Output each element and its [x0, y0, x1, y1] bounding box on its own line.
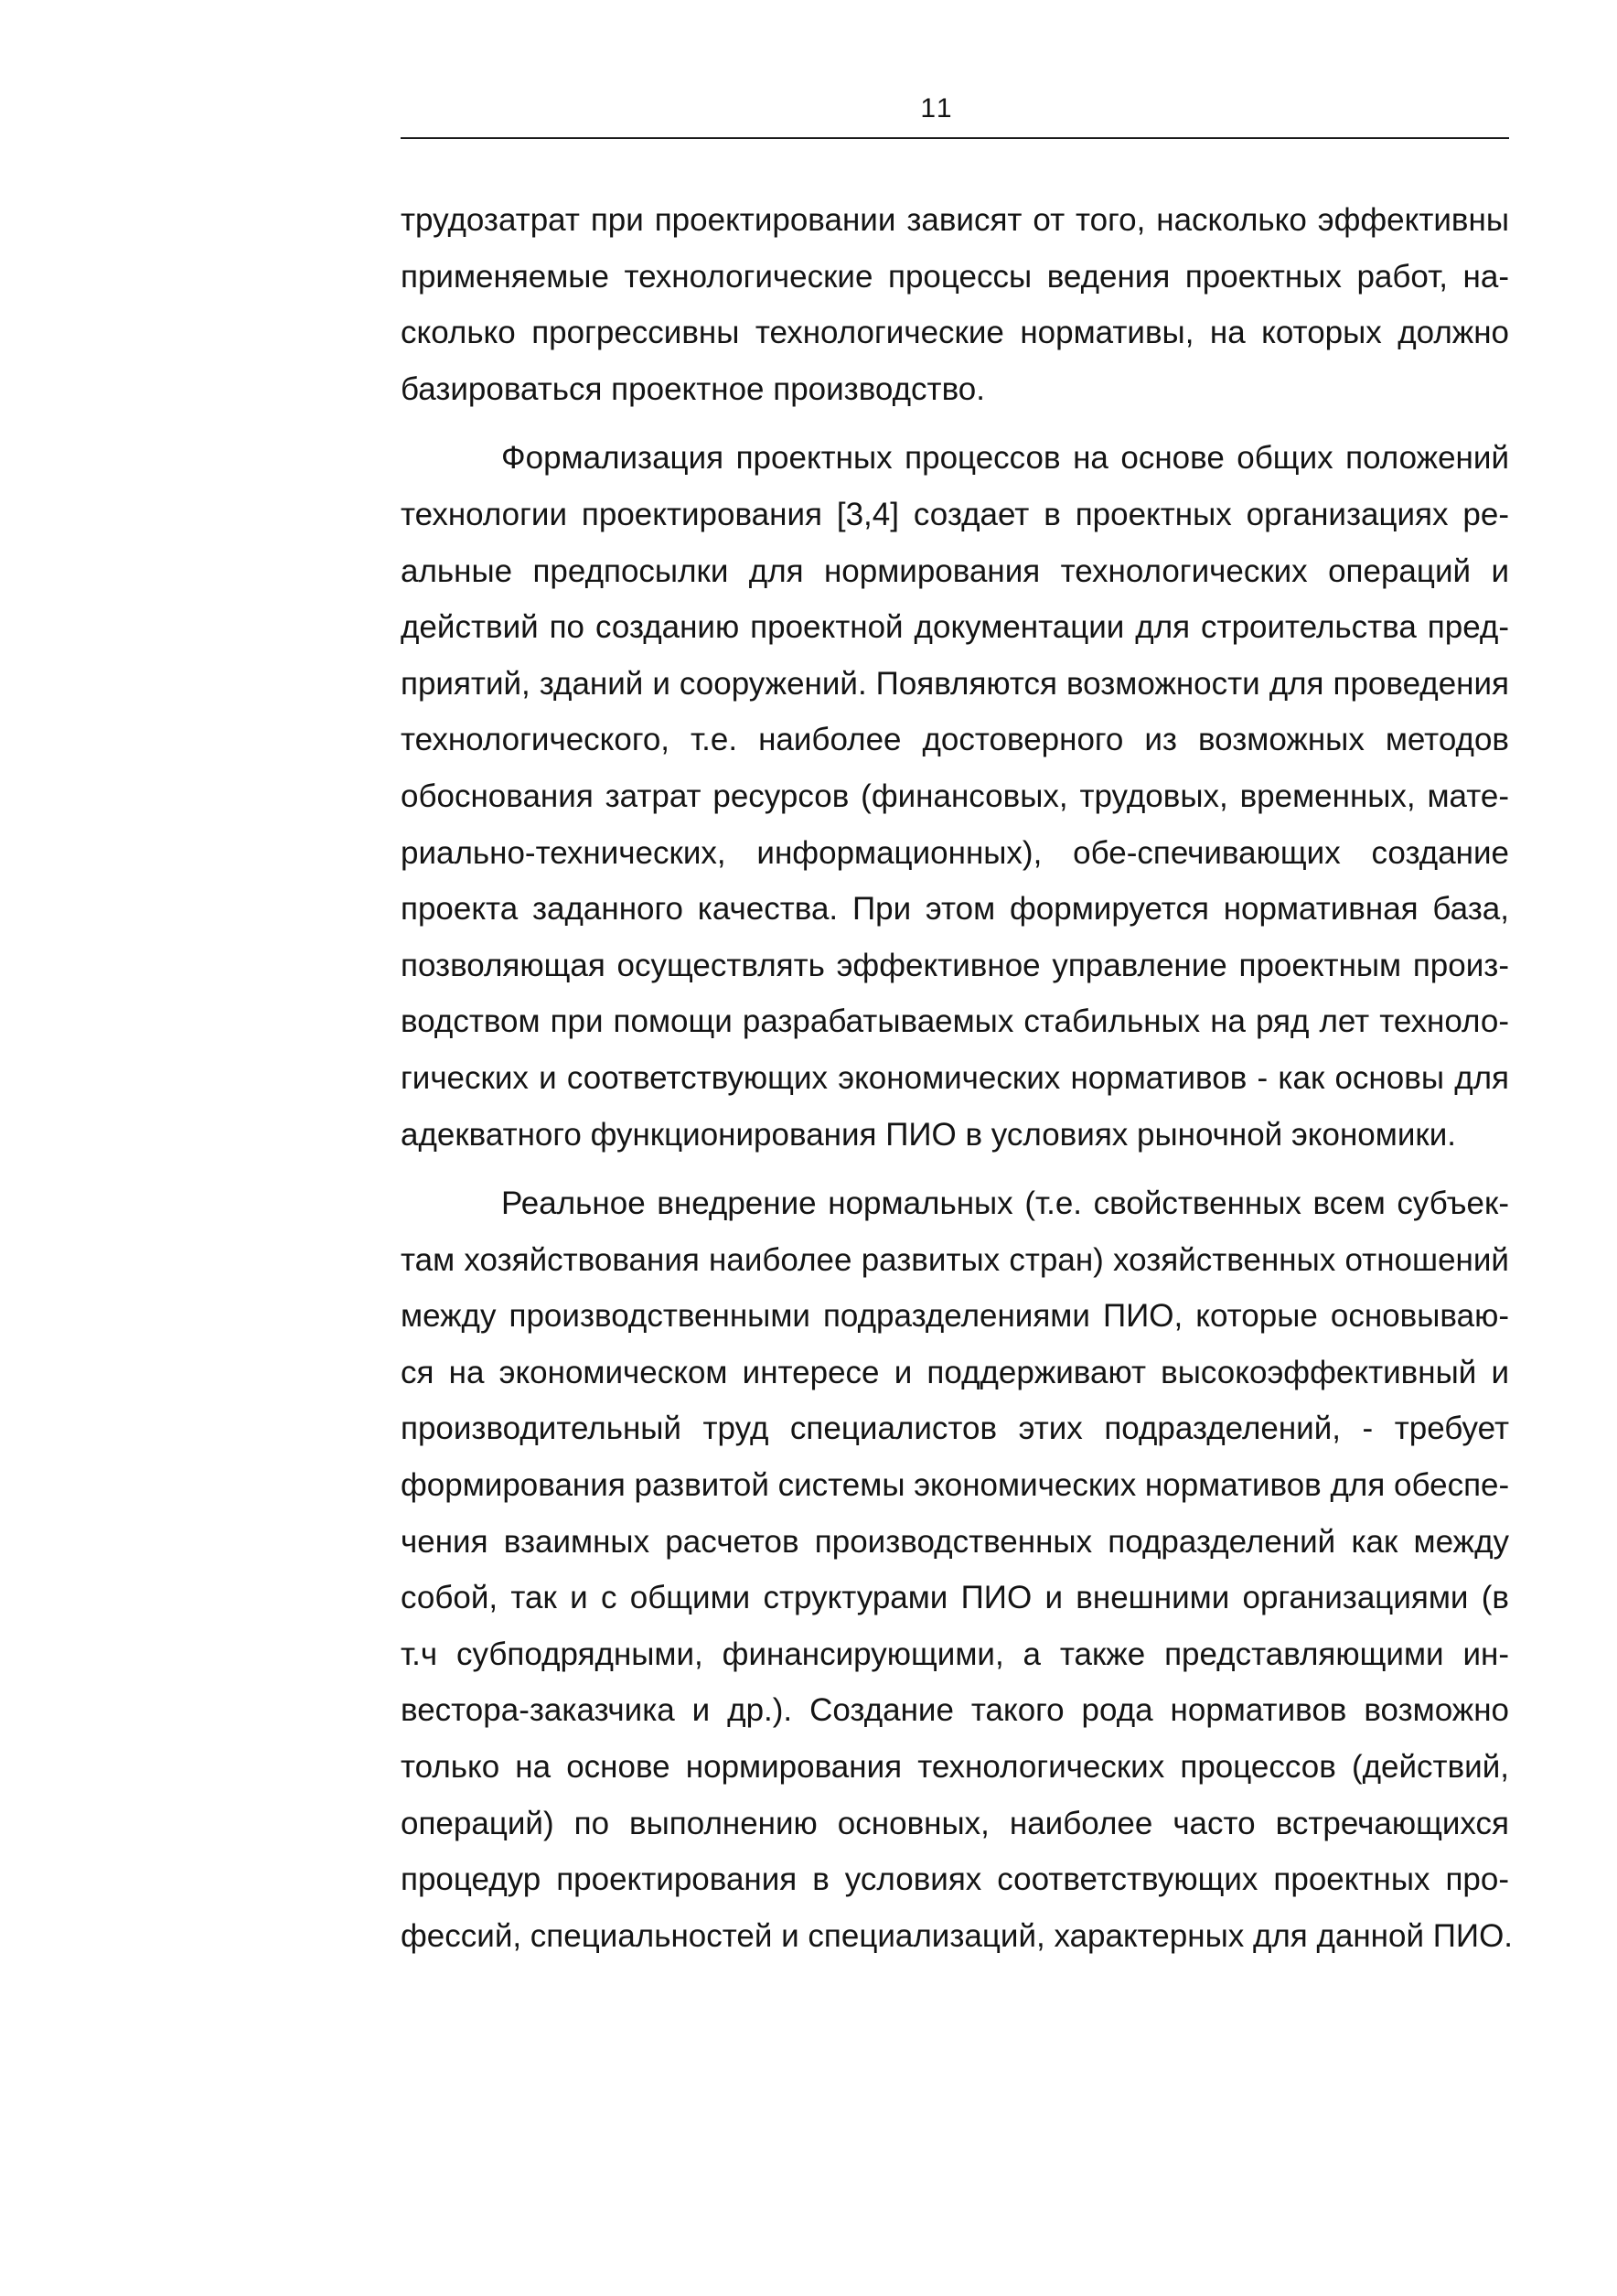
- text-line: гических и соответствующих экономических нормативов - как основы для: [401, 1059, 1509, 1096]
- text-line: процедур проектирования в условиях соответствующих проектных про-: [401, 1861, 1509, 1898]
- text-line: адекватного функционирования ПИО в условиях рыночной экономики.: [401, 1116, 1456, 1153]
- body-text: [401, 192, 1514, 1964]
- text-line: операций) по выполнению основных, наиболее часто встречающихся: [401, 1805, 1509, 1841]
- text-line: технологического, т.е. наиболее достоверного из возможных методов: [401, 722, 1509, 758]
- text-line: действий по созданию проектной документации для строительства пред-: [401, 609, 1509, 646]
- text-line: трудозатрат при проектировании зависят от того, насколько эффективны: [401, 202, 1509, 238]
- text-line: риально-технических, информационных), обе-спечивающих создание: [401, 834, 1509, 871]
- text-line: там хозяйствования наиболее развитых стран) хозяйственных отношений: [401, 1241, 1509, 1278]
- text-line: собой, так и с общими структурами ПИО и внешними организациями (в: [401, 1580, 1509, 1616]
- text-line: позволяющая осуществлять эффективное управление проектным произ-: [401, 947, 1509, 983]
- header-rule: [401, 137, 1509, 139]
- paragraph-2: [401, 430, 1509, 1163]
- text-line: Реальное внедрение нормальных (т.е. свойственных всем субъек-: [501, 1186, 1509, 1222]
- text-line: применяемые технологические процессы ведения проектных работ, на-: [401, 258, 1509, 295]
- text-line: проекта заданного качества. При этом формируется нормативная база,: [401, 891, 1509, 928]
- text-line: ся на экономическом интересе и поддерживают высокоэффективный и: [401, 1354, 1509, 1390]
- paragraph-3: [401, 1175, 1514, 1964]
- text-line: только на основе нормирования технологических процессов (действий,: [401, 1749, 1509, 1786]
- text-line: производительный труд специалистов этих подразделений, - требует: [401, 1411, 1509, 1447]
- text-line: обоснования затрат ресурсов (финансовых, трудовых, временных, мате-: [401, 778, 1509, 814]
- text-line: фессий, специальностей и специализаций, характерных для данной ПИО.: [401, 1917, 1514, 1954]
- text-line: чения взаимных расчетов производственных подразделений как между: [401, 1523, 1509, 1560]
- text-line: водством при помощи разрабатываемых стабильных на ряд лет техноло-: [401, 1003, 1509, 1040]
- text-line: базироваться проектное производство.: [401, 370, 985, 407]
- text-line: Формализация проектных процессов на основе общих положений: [501, 440, 1509, 477]
- text-line: т.ч субподрядными, финансирующими, а также представляющими ин-: [401, 1636, 1509, 1672]
- page-number: 11: [920, 93, 955, 123]
- text-line: формирования развитой системы экономических нормативов для обеспе-: [401, 1467, 1510, 1504]
- text-line: сколько прогрессивны технологические нормативы, на которых должно: [401, 315, 1509, 351]
- text-line: вестора-заказчика и др.). Создание такого рода нормативов возможно: [401, 1692, 1509, 1729]
- paragraph-1: [401, 192, 1509, 417]
- text-line: между производственными подразделениями ПИО, которые основываю-: [401, 1298, 1509, 1335]
- text-line: альные предпосылки для нормирования технологических операций и: [401, 553, 1509, 589]
- text-line: приятий, зданий и сооружений. Появляются возможности для проведения: [401, 665, 1509, 702]
- text-line: технологии проектирования [3,4] создает в проектных организациях ре-: [401, 496, 1509, 532]
